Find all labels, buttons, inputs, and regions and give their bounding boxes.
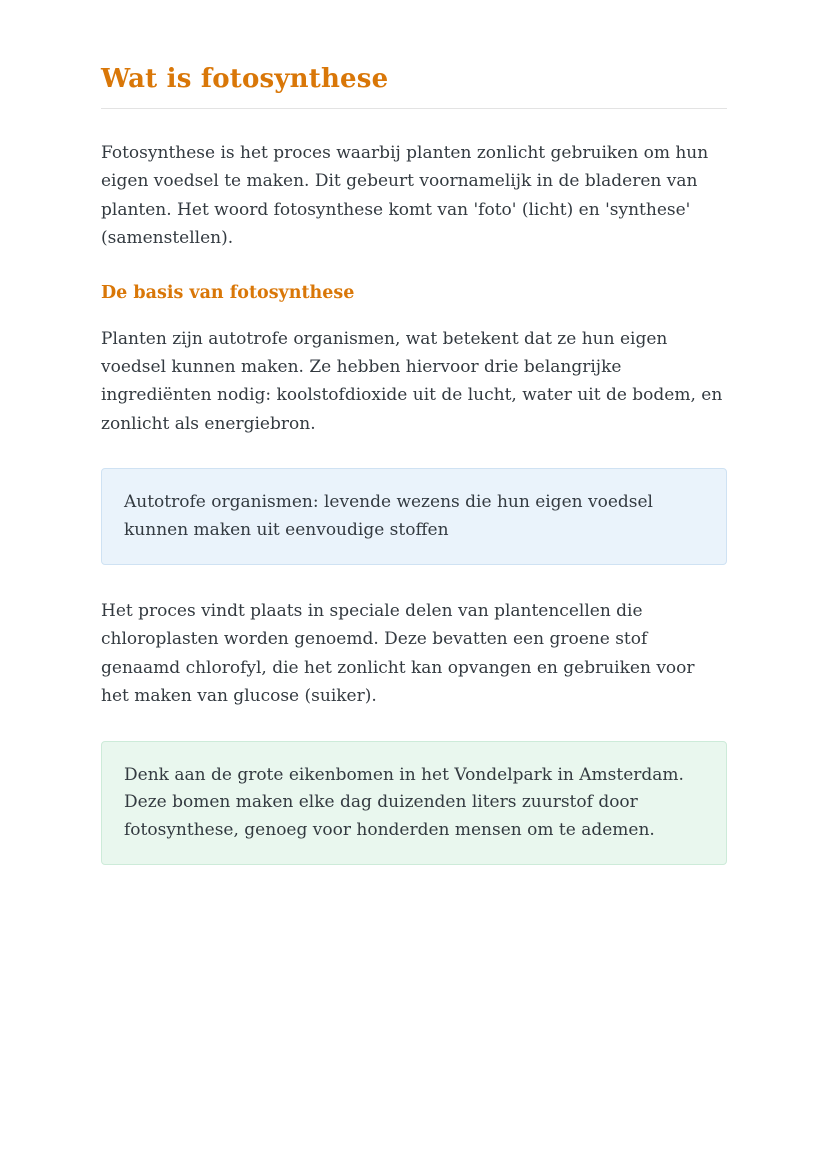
basis-paragraph: Planten zijn autotrofe organismen, wat betekent dat ze hun eigen voedsel kunnen maken. Ze hebben hiervoor drie belangrijke ingrediënten nodig: koolstofdioxide uit de lucht, water uit de bodem, en zonlicht als energiebron. (101, 328, 723, 434)
intro-paragraph: Fotosynthese is het proces waarbij planten zonlicht gebruiken om hun eigen voedsel te maken. Dit gebeurt voornamelijk in de bladeren van planten. Het woord fotosynthese komt van 'foto' (licht) en 'synthese' (samenstellen). (101, 143, 709, 249)
title-divider (101, 108, 727, 109)
chloroplast-paragraph: Het proces vindt plaats in speciale delen van plantencellen die chloroplasten worden genoemd. Deze bevatten een groene stof genaamd chlorofyl, die het zonlicht kan opvangen en gebruiken voor het maken van glucose (suiker). (101, 601, 695, 707)
page-title: Wat is fotosynthese (101, 64, 389, 94)
example-callout: Denk aan de grote eikenbomen in het Vondelpark in Amsterdam. Deze bomen maken elke dag duizenden liters zuurstof door fotosynthese, genoeg voor honderden mensen om te ademen. (101, 741, 727, 866)
definition-callout: Autotrofe organismen: levende wezens die hun eigen voedsel kunnen maken uit eenvoudige stoffen (101, 468, 727, 565)
section-heading: De basis van fotosynthese (101, 282, 355, 303)
